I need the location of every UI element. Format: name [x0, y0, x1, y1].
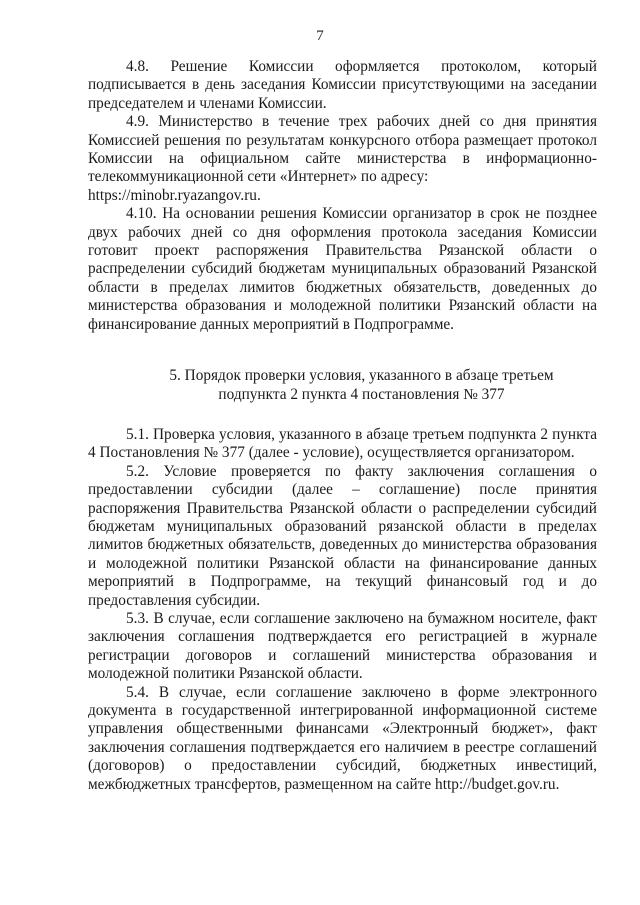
paragraph-4-8: 4.8. Решение Комиссии оформляется протоколом, который подписывается в день заседания Комиссии присутствующими на заседании председателем и членами Комиссии.	[88, 58, 597, 112]
section-5-heading-line-2: подпункта 2 пункта 4 постановления № 377	[218, 385, 505, 403]
section-5-heading	[88, 367, 597, 404]
document-body	[88, 58, 597, 794]
paragraph-5-2: 5.2. Условие проверяется по факту заключения соглашения о предоставлении субсидии (далее – соглашение) после принятия распоряжения Правительства Рязанской области о распределении субсидий бюджетам муниципальных образований рязанской области в пределах лимитов бюджетных обязательств, доведенных до министерства образования и молодежной политики Рязанской области на финансирование данных мероприятий в Подпрограмме, на текущий финансовый год и до предоставления субсидии.	[88, 462, 597, 609]
section-5-heading-line-1: 5. Порядок проверки условия, указанного в абзаце третьем	[169, 367, 554, 385]
page-number: 7	[316, 28, 324, 44]
paragraph-4-10: 4.10. На основании решения Комиссии организатор в срок не позднее двух рабочих дней со дня оформления протокола заседания Комиссии готовит проект распоряжения Правительства Рязанской области о распределении субсидий бюджетам муниципальных образований Рязанской области в пределах лимитов бюджетных обязательств, доведенных до министерства образования и молодежной политики Рязанский области на финансирование данных мероприятий в Подпрограмме.	[88, 205, 597, 333]
ministry-website-link[interactable]: https://minobr.ryazangov.ru.	[88, 186, 261, 204]
paragraph-5-3: 5.3. В случае, если соглашение заключено на бумажном носителе, факт заключения соглашения подтверждается его регистрацией в журнале регистрации договоров и соглашений министерства образования и молодежной политики Рязанской области.	[88, 609, 597, 683]
paragraph-4-9: 4.9. Министерство в течение трех рабочих дней со дня принятия Комиссией решения по результатам конкурсного отбора размещает протокол Комиссии на официальном сайте министерства в информационно-телекоммуникационной сети «Интернет» по адресу:	[88, 113, 597, 186]
paragraph-5-4: 5.4. В случае, если соглашение заключено в форме электронного документа в государственной интегрированной информационной системе управления общественными финансами «Электронный бюджет», факт заключения соглашения подтверждается его наличием в реестре соглашений (договоров) о предоставлении субсидий, бюджетных инвестиций, межбюджетных трансфертов, размещенном на сайте http://budget.gov.ru.	[88, 683, 597, 793]
paragraph-5-1: 5.1. Проверка условия, указанного в абзаце третьем подпункта 2 пункта 4 Постановления № 377 (далее - условие), осуществляется организатором.	[88, 425, 597, 462]
